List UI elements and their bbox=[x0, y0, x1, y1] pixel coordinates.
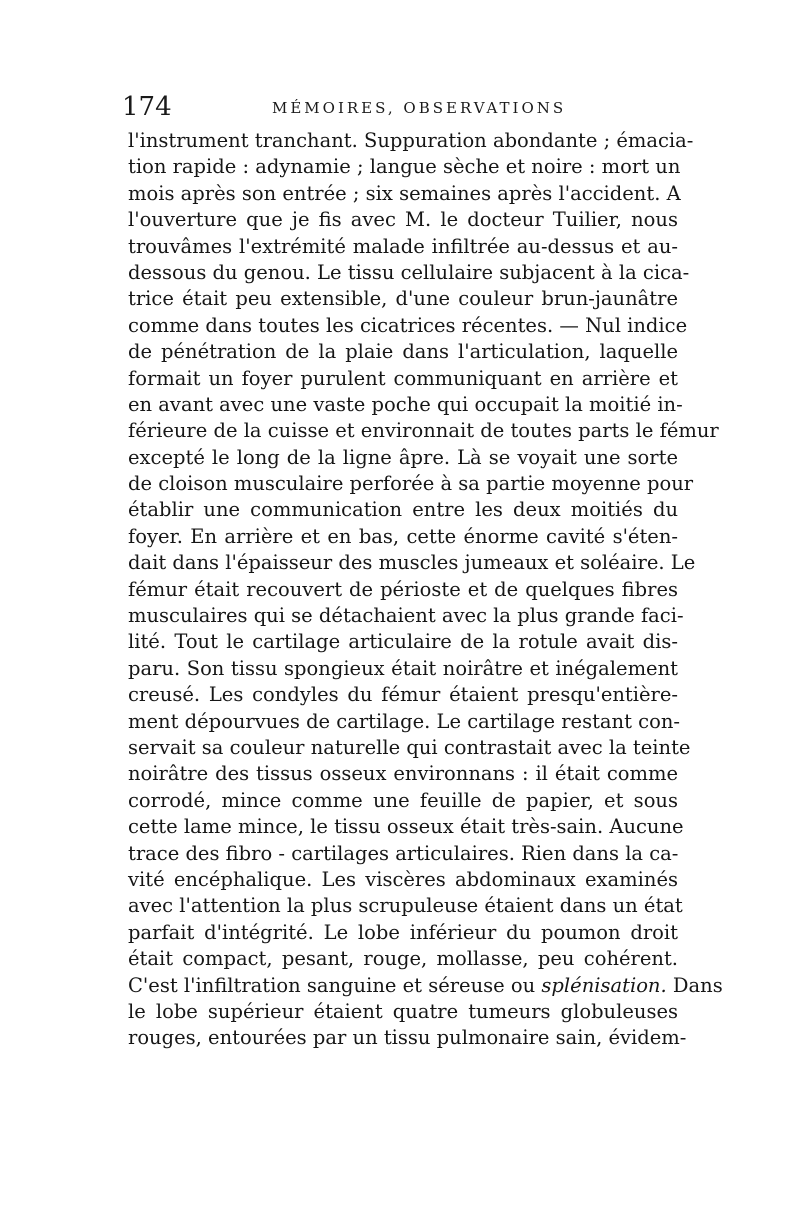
text-line: musculaires qui se détachaient avec la plus grande faci- bbox=[128, 604, 684, 628]
text-line: le lobe supérieur étaient quatre tumeurs globuleuses bbox=[128, 999, 678, 1023]
body-text bbox=[128, 128, 723, 1052]
text-line: de cloison musculaire perforée à sa partie moyenne pour bbox=[128, 472, 694, 496]
text-line: cette lame mince, le tissu osseux était très-sain. Aucune bbox=[128, 815, 684, 839]
text-line: trouvâmes l'extrémité malade infiltrée au-dessus et au- bbox=[128, 234, 678, 258]
text-line: excepté le long de la ligne âpre. Là se voyait une sorte bbox=[128, 445, 678, 469]
page-header bbox=[122, 92, 682, 122]
text-line: servait sa couleur naturelle qui contrastait avec la teinte bbox=[128, 735, 691, 759]
text-line: paru. Son tissu spongieux était noirâtre et inégalement bbox=[128, 656, 678, 680]
text-line bbox=[128, 973, 723, 999]
italic-term: splénisation. bbox=[541, 973, 667, 997]
text-line: lité. Tout le cartilage articulaire de la rotule avait dis- bbox=[128, 630, 678, 654]
text-line: creusé. Les condyles du fémur étaient presqu'entière- bbox=[128, 683, 678, 707]
text-line: de pénétration de la plaie dans l'articulation, laquelle bbox=[128, 340, 678, 364]
text-line: trice était peu extensible, d'une couleur brun-jaunâtre bbox=[128, 287, 678, 311]
text-line: dait dans l'épaisseur des muscles jumeaux et soléaire. Le bbox=[128, 551, 696, 575]
text-line: fémur était recouvert de périoste et de quelques fibres bbox=[128, 577, 678, 601]
text-line: trace des fibro - cartilages articulaires. Rien dans la ca- bbox=[128, 841, 679, 865]
text-line: vité encéphalique. Les viscères abdominaux examinés bbox=[128, 867, 678, 891]
text-line: comme dans toutes les cicatrices récentes. — Nul indice bbox=[128, 313, 688, 337]
text-line-start: C'est l'infiltration sanguine et séreuse ou bbox=[128, 973, 536, 997]
text-line-end: Dans bbox=[666, 973, 723, 997]
running-head: MÉMOIRES, OBSERVATIONS bbox=[272, 99, 567, 117]
text-line: parfait d'intégrité. Le lobe inférieur du poumon droit bbox=[128, 920, 678, 944]
text-line: était compact, pesant, rouge, mollasse, peu cohérent. bbox=[128, 947, 678, 971]
text-line: corrodé, mince comme une feuille de papier, et sous bbox=[128, 788, 678, 812]
page-number: 174 bbox=[122, 92, 172, 122]
text-line: férieure de la cuisse et environnait de toutes parts le fémur bbox=[128, 419, 719, 443]
text-line: avec l'attention la plus scrupuleuse étaient dans un état bbox=[128, 894, 683, 918]
text-line: rouges, entourées par un tissu pulmonaire sain, évidem- bbox=[128, 1026, 687, 1050]
text-line: établir une communication entre les deux moitiés du bbox=[128, 498, 678, 522]
text-line: noirâtre des tissus osseux environnans : il était comme bbox=[128, 762, 678, 786]
text-line: formait un foyer purulent communiquant en arrière et bbox=[128, 366, 678, 390]
text-line: l'ouverture que je fis avec M. le docteur Tuilier, nous bbox=[128, 208, 678, 232]
text-line: en avant avec une vaste poche qui occupait la moitié in- bbox=[128, 392, 683, 416]
text-line: dessous du genou. Le tissu cellulaire subjacent à la cica- bbox=[128, 260, 690, 284]
text-line: tion rapide : adynamie ; langue sèche et noire : mort un bbox=[128, 155, 681, 179]
text-line: l'instrument tranchant. Suppuration abondante ; émacia- bbox=[128, 129, 694, 152]
text-line: foyer. En arrière et en bas, cette énorme cavité s'éten- bbox=[128, 524, 678, 548]
text-line: mois après son entrée ; six semaines après l'accident. A bbox=[128, 181, 681, 205]
text-line: ment dépourvues de cartilage. Le cartilage restant con- bbox=[128, 709, 680, 733]
